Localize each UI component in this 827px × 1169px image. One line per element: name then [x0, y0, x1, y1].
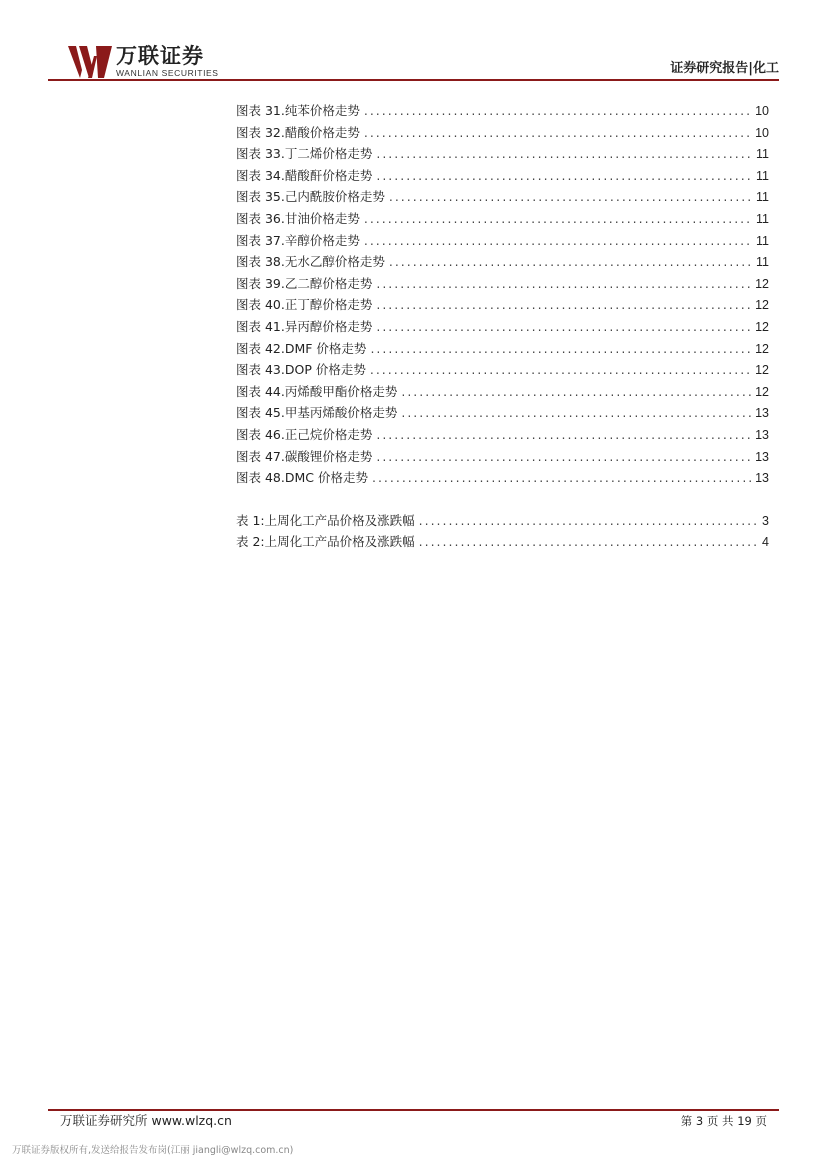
- toc-entry[interactable]: [236, 208, 769, 230]
- toc-entry[interactable]: [236, 230, 769, 252]
- toc-entry[interactable]: [236, 273, 769, 295]
- toc-entry-label: 图表 40.正丁醇价格走势: [236, 297, 373, 313]
- toc-entry-label: 图表 33.丁二烯价格走势: [236, 146, 373, 162]
- toc-entry-page: 12: [755, 298, 769, 313]
- toc-entry[interactable]: [236, 316, 769, 338]
- toc-entry[interactable]: [236, 446, 769, 468]
- footer-institute: 万联证券研究所 www.wlzq.cn: [60, 1113, 232, 1128]
- toc-entry[interactable]: [236, 359, 769, 381]
- toc-entry-label: 图表 42.DMF 价格走势: [236, 340, 367, 356]
- toc-entry-page: 12: [755, 276, 769, 291]
- toc-entry-label: 图表 47.碳酸锂价格走势: [236, 448, 373, 464]
- toc-leader-dots: [376, 143, 752, 165]
- toc-entry-page: 11: [756, 190, 769, 205]
- toc-entry-label: 图表 35.己内酰胺价格走势: [236, 189, 385, 205]
- footer-divider: [48, 1109, 779, 1111]
- toc-entry[interactable]: [236, 381, 769, 403]
- toc-entry-page: 13: [755, 471, 769, 486]
- toc-leader-dots: [376, 446, 751, 468]
- toc-entry-label: 图表 43.DOP 价格走势: [236, 362, 366, 378]
- logo-chinese-name: 万联证券: [116, 44, 204, 68]
- toc-entry[interactable]: [236, 338, 769, 360]
- toc-entry-label: 表 1:上周化工产品价格及涨跌幅: [236, 512, 415, 528]
- toc-entry-page: 11: [756, 233, 769, 248]
- page-number: 第 3 页 共 19 页: [680, 1114, 767, 1128]
- toc-entry-page: 10: [755, 125, 769, 140]
- toc-entry-page: 13: [755, 406, 769, 421]
- toc-entry-label: 图表 38.无水乙醇价格走势: [236, 254, 385, 270]
- toc-entry-label: 表 2:上周化工产品价格及涨跌幅: [236, 534, 415, 550]
- toc-entry-label: 图表 32.醋酸价格走势: [236, 124, 360, 140]
- toc-leader-dots: [401, 402, 751, 424]
- toc-entry-page: 12: [755, 384, 769, 399]
- toc-leader-dots: [419, 531, 758, 553]
- table-of-contents: [236, 100, 769, 553]
- toc-entry-label: 图表 34.醋酸酐价格走势: [236, 167, 373, 183]
- toc-entry[interactable]: [236, 531, 769, 553]
- toc-leader-dots: [376, 316, 751, 338]
- figure-list: [236, 100, 769, 489]
- toc-entry-page: 13: [755, 449, 769, 464]
- toc-leader-dots: [370, 338, 751, 360]
- toc-entry-page: 11: [756, 255, 769, 270]
- toc-leader-dots: [376, 273, 751, 295]
- toc-entry[interactable]: [236, 251, 769, 273]
- toc-entry-page: 11: [756, 211, 769, 226]
- toc-entry-label: 图表 48.DMC 价格走势: [236, 470, 368, 486]
- toc-entry-label: 图表 41.异丙醇价格走势: [236, 318, 373, 334]
- toc-leader-dots: [419, 510, 758, 532]
- toc-entry-page: 12: [755, 363, 769, 378]
- toc-entry-label: 图表 44.丙烯酸甲酯价格走势: [236, 383, 398, 399]
- toc-leader-dots: [376, 165, 752, 187]
- header-divider: [48, 79, 779, 81]
- toc-entry-page: 13: [755, 427, 769, 442]
- toc-entry[interactable]: [236, 402, 769, 424]
- toc-leader-dots: [370, 359, 751, 381]
- company-logo: [68, 44, 233, 80]
- toc-entry-label: 图表 45.甲基丙烯酸价格走势: [236, 405, 398, 421]
- logo-english-name: WANLIAN SECURITIES: [116, 68, 219, 78]
- toc-spacer: [236, 489, 769, 510]
- toc-leader-dots: [372, 467, 751, 489]
- toc-leader-dots: [364, 100, 751, 122]
- toc-entry-label: 图表 39.乙二醇价格走势: [236, 275, 373, 291]
- toc-entry-label: 图表 31.纯苯价格走势: [236, 103, 360, 118]
- toc-entry[interactable]: [236, 467, 769, 489]
- toc-entry[interactable]: [236, 294, 769, 316]
- toc-entry-label: 图表 37.辛醇价格走势: [236, 232, 360, 248]
- toc-entry[interactable]: [236, 122, 769, 144]
- toc-entry[interactable]: [236, 100, 769, 122]
- toc-entry-label: 图表 36.甘油价格走势: [236, 210, 360, 226]
- toc-leader-dots: [376, 294, 751, 316]
- toc-entry-label: 图表 46.正己烷价格走势: [236, 426, 373, 442]
- toc-entry-page: 10: [755, 104, 769, 118]
- toc-leader-dots: [389, 186, 752, 208]
- toc-entry-page: 12: [755, 319, 769, 334]
- toc-entry[interactable]: [236, 186, 769, 208]
- toc-leader-dots: [364, 208, 752, 230]
- copyright-watermark: 万联证券版权所有,发送给报告发布岗(江丽 jiangli@wlzq.com.cn): [12, 1145, 294, 1156]
- toc-entry-page: 3: [762, 513, 769, 528]
- report-category: 证券研究报告|化工: [670, 61, 779, 76]
- toc-entry[interactable]: [236, 424, 769, 446]
- toc-entry-page: 4: [762, 535, 769, 550]
- toc-entry-page: 12: [755, 341, 769, 356]
- toc-entry[interactable]: [236, 143, 769, 165]
- toc-leader-dots: [364, 122, 751, 144]
- toc-leader-dots: [401, 381, 751, 403]
- toc-entry[interactable]: [236, 510, 769, 532]
- toc-leader-dots: [364, 230, 752, 252]
- toc-entry-page: 11: [756, 147, 769, 162]
- toc-entry[interactable]: [236, 165, 769, 187]
- toc-leader-dots: [389, 251, 752, 273]
- wanlian-logo-mark-icon: [68, 44, 112, 80]
- table-list: [236, 510, 769, 553]
- toc-leader-dots: [376, 424, 751, 446]
- toc-entry-page: 11: [756, 168, 769, 183]
